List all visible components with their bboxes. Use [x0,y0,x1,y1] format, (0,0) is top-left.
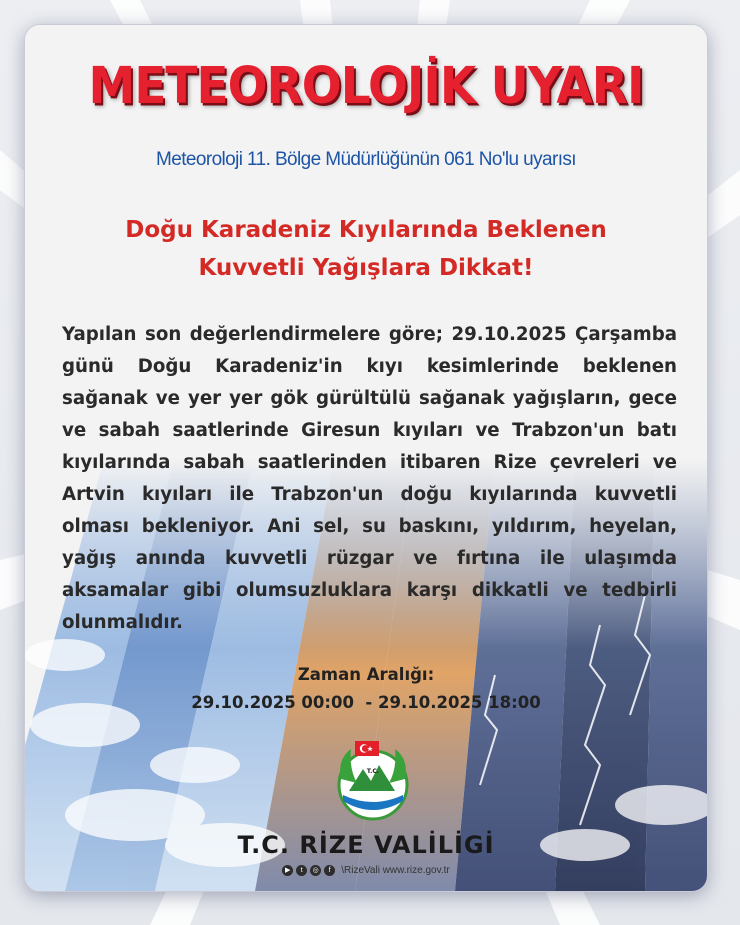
warning-card [24,24,708,892]
organization-name: T.C. RİZE VALİLİGİ [237,831,495,859]
headline-line-2: Kuvvetli Yağışlara Dikkat! [198,255,534,281]
twitter-icon[interactable]: t [296,865,307,876]
logo-lettering: T.C. [366,768,380,775]
rize-valiligi-logo [335,739,411,827]
instagram-icon[interactable]: ◎ [310,865,321,876]
headline-line-1: Doğu Karadeniz Kıyılarında Beklenen [125,217,607,243]
youtube-icon[interactable]: ▶ [282,865,293,876]
warning-source-subtitle: Meteoroloji 11. Bölge Müdürlüğünün 061 No'lu uyarısı [156,149,576,170]
social-links [25,865,707,876]
time-range-label: Zaman Aralığı: [297,665,435,684]
facebook-icon[interactable]: f [324,865,335,876]
page-title: METEOROLOJİK UYARI [88,56,644,117]
warning-headline [25,211,707,287]
social-handle-text: \RizeVali www.rize.gov.tr [341,865,450,876]
time-range-value: 29.10.2025 00:00 - 29.10.2025 18:00 [191,693,541,712]
warning-body-text: Yapılan son değerlendirmelere göre; 29.10.2025 Çarşamba günü Doğu Karadeniz'in kıyı kesimlerinde beklenen sağanak ve yer yer gök gürültülü sağanak yağışların, gece ve sabah saatlerinde Giresun kıyıları ve Trabzon'un batı kıyılarında sabah saatlerinden itibaren Rize çevreleri ve Artvin kıyıları ile Trabzon'un doğu kıyılarında kuvvetli olması bekleniyor. Ani sel, su baskını, yıldırım, heyelan, yağış anında kuvvetli rüzgar ve fırtına ile ulaşımda aksamalar gibi olumsuzluklara karşı dikkatli ve tedbirli olunmalıdır. [62,324,677,633]
